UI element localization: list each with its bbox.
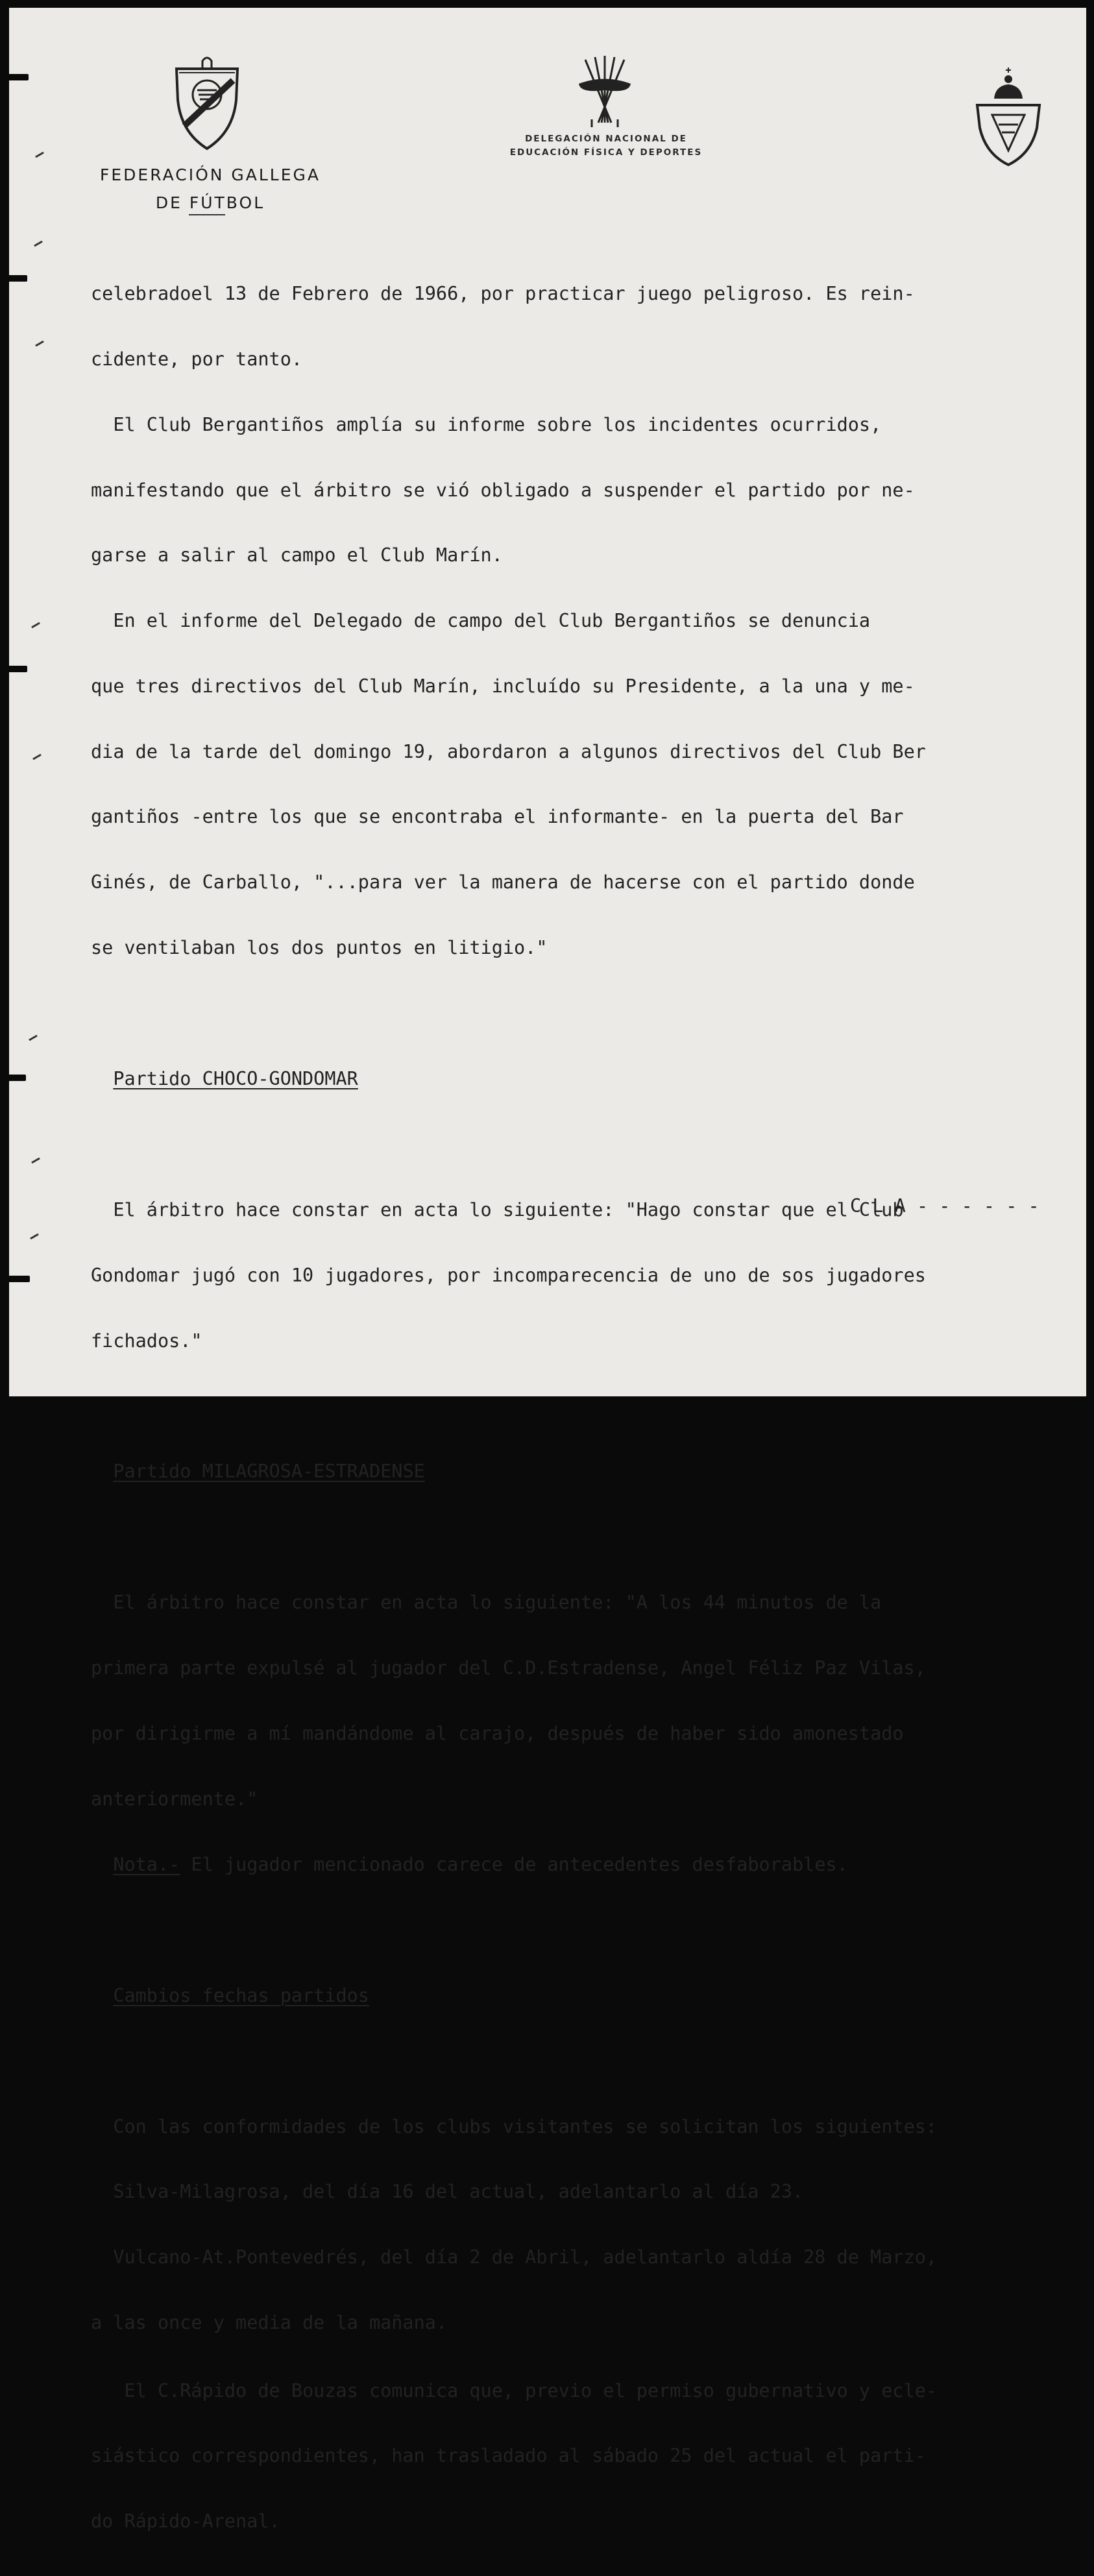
text-line: celebradoel 13 de Febrero de 1966, por practicar juego peligroso. Es rein- [91, 283, 915, 305]
margin-tick [34, 241, 43, 247]
text-line: gantiños -entre los que se encontraba el informante- en la puerta del Bar [91, 806, 904, 828]
margin-tick [32, 754, 42, 760]
federation-shield-logo [171, 55, 243, 152]
text-line: manifestando que el árbitro se vió obligado a suspender el partido por ne- [91, 479, 915, 501]
text-line: que tres directivos del Club Marín, incluído su Presidente, a la una y me- [91, 675, 915, 697]
margin-tick [31, 1158, 40, 1164]
royal-crest-logo [969, 66, 1047, 170]
binder-hole [8, 1276, 30, 1282]
text-line: El árbitro hace constar en acta lo siguiente: "Hago constar que el Club [91, 1198, 904, 1221]
text-line: dia de la tarde del domingo 19, abordaron a algunos directivos del Club Ber [91, 740, 926, 762]
text-line: Vulcano-At.Pontevedrés, del día 2 de Abril, adelantarlo aldía 28 de Marzo, [91, 2246, 938, 2268]
delegacion-name [463, 132, 749, 160]
federation-name [74, 161, 346, 217]
margin-tick [35, 152, 44, 158]
continuation-mark: C L A - - - - - - [850, 1195, 1039, 1217]
heading-milagrosa-text: Partido MILAGROSA-ESTRADENSE [113, 1461, 425, 1483]
section-heading-milagrosa [91, 1461, 1094, 1483]
text-line: fichados." [91, 1330, 202, 1352]
delegacion-line2: EDUCACIÓN FÍSICA Y DEPORTES [509, 147, 703, 158]
text-line: siástico correspondientes, han trasladado al sábado 25 del actual el parti- [91, 2445, 926, 2467]
text-line: a las once y media de la mañana. [91, 2311, 448, 2333]
text-line: do Rápido-Arenal. [91, 2510, 280, 2533]
heading-cambios-text: Cambios fechas partidos [113, 1984, 369, 2006]
section-heading-cambios [91, 1985, 1094, 2007]
binder-hole [8, 74, 29, 80]
text-line: Con las conformidades de los clubs visitantes se solicitan los siguientes: [91, 2115, 938, 2137]
margin-tick [31, 622, 40, 629]
text-line: El C.Rápido de Bouzas comunica que, previo el permiso gubernativo y ecle- [91, 2379, 938, 2401]
heading-choco-text: Partido CHOCO-GONDOMAR [113, 1067, 358, 1089]
text-line: Gondomar jugó con 10 jugadores, por incomparecencia de uno de sos jugadores [91, 1264, 926, 1286]
text-line: cidente, por tanto. [91, 348, 303, 370]
binder-hole [8, 1075, 26, 1081]
typed-body [91, 239, 1094, 2576]
margin-tick [35, 341, 44, 347]
section-heading-choco [91, 1068, 1094, 1090]
federation-divider [189, 214, 225, 215]
text-line: garse a salir al campo el Club Marín. [91, 544, 503, 566]
text-line: por dirigirme a mí mandándome al carajo, después de haber sido amonestado [91, 1723, 904, 1744]
binder-hole [8, 275, 27, 282]
text-line: se ventilaban los dos puntos en litigio." [91, 937, 548, 958]
text-line: anteriormente." [91, 1788, 258, 1810]
text-line: En el informe del Delegado de campo del Club Bergantiños se denuncia [91, 610, 871, 632]
margin-tick [30, 1233, 39, 1240]
federation-name-line2: DE FÚTBOL [155, 193, 265, 212]
delegacion-line1: DELEGACIÓN NACIONAL DE [525, 134, 687, 144]
margin-tick [29, 1035, 38, 1041]
nota-label: Nota.- [113, 1853, 180, 1875]
federation-name-line1: FEDERACIÓN GALLEGA [100, 165, 321, 184]
document-page [9, 8, 1086, 2533]
text-line: El Club Bergantiños amplía su informe sobre los incidentes ocurridos, [91, 413, 882, 435]
text-line: primera parte expulsé al jugador del C.D.Estradense, Angel Féliz Paz Vilas, [91, 1657, 926, 1679]
nota-text: El jugador mencionado carece de antecedentes desfaborables. [180, 1853, 848, 1875]
yoke-and-arrows-emblem [572, 55, 637, 131]
text-line: Ginés, de Carballo, "...para ver la manera de hacerse con el partido donde [91, 871, 915, 893]
nota-line [91, 1854, 1094, 1876]
text-line: El árbitro hace constar en acta lo siguiente: "A los 44 minutos de la [91, 1592, 882, 1614]
binder-hole [8, 666, 27, 672]
text-line: Silva-Milagrosa, del día 16 del actual, adelantarlo al día 23. [91, 2181, 804, 2203]
